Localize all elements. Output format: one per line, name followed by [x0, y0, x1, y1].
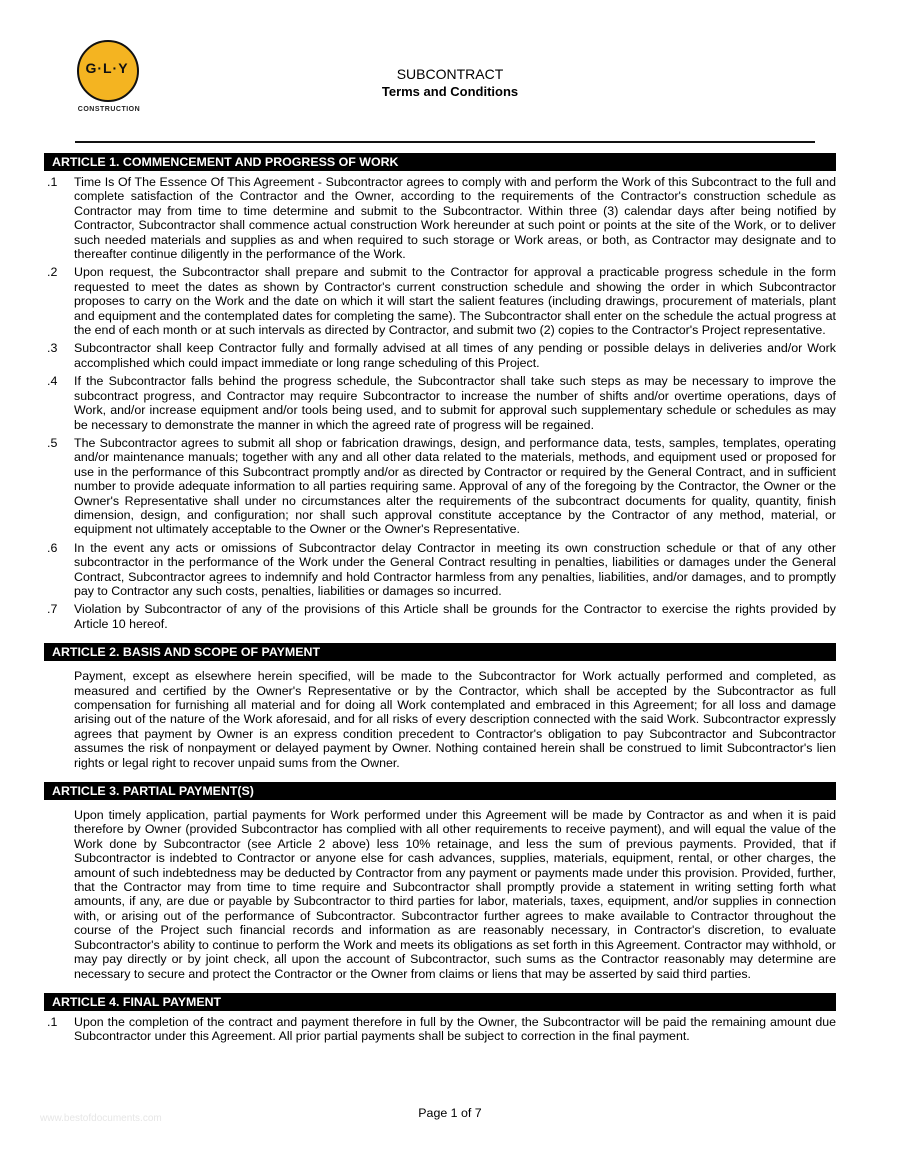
page-number: Page 1 of 7	[418, 1106, 482, 1120]
logo-tagline: CONSTRUCTION	[77, 106, 141, 113]
clause-number: .1	[47, 175, 58, 189]
clause-number: .7	[47, 602, 58, 617]
article-3-paragraph: Upon timely application, partial payments for Work performed under this Agreement will be made by Contractor as and when it is paid therefore by Owner (provided Subcontractor has complied with all other requirements to receive payment), and will equal the value of the Work done by Subcontractor (see Article 2 above) less 10% retainage, and less the sum of previous payments. Provided, that if Subcontractor is indebted to Contractor or anyone else for cash advances, supplies, materials, equipment, rental, or other charges, the amount of such indebtedness may be deducted by Contractor from any payment or payments made under this provision. Provided, further, that the Contractor may from time to time require and Subcontractor shall promptly provide a statement in writing setting forth what amounts, if any, are due or payable by Subcontractor to third parties for labor, materials, taxes, equipment, and/or supplies in connection with, or arising out of the performance of Subcontractor. Subcontractor further agrees to make available to Contractor throughout the course of the Project such financial records and information as are reasonably necessary, in Contractor's discretion, to evaluate Subcontractor's ability to continue to perform the Work and meets its obligations as set forth in this Agreement. Contractor may withhold, or may pay directly or by joint check, all upon the account of Subcontractor, such sums as the Contractor reasonably may determine are necessary to secure and protect the Contractor or the Owner from claims or liens that may be asserted by said third parties.	[74, 808, 836, 981]
watermark: www.bestofdocuments.com	[40, 1113, 162, 1124]
clause-number: .6	[47, 540, 58, 555]
document-subtitle: Terms and Conditions	[381, 84, 519, 99]
article-1-clause-1	[44, 175, 836, 261]
clause-text: Violation by Subcontractor of any of the provisions of this Article shall be grounds for the Contractor to exercise the rights provided by Article 10 hereof.	[74, 602, 836, 631]
article-2-heading: ARTICLE 2. BASIS AND SCOPE OF PAYMENT	[44, 643, 836, 661]
article-1-clause-2	[44, 265, 836, 337]
clause-number: .1	[47, 1014, 58, 1029]
clause-number: .3	[47, 341, 58, 356]
article-4-heading: ARTICLE 4. FINAL PAYMENT	[44, 993, 836, 1011]
clause-text: Subcontractor shall keep Contractor fully and formally advised at all times of any pending or possible delays in deliveries and/or Work accomplished which could impact immediate or long range scheduling of this Project.	[74, 341, 836, 370]
clause-text: Time Is Of The Essence Of This Agreement - Subcontractor agrees to comply with and perform the Work of this Subcontract to the full and complete satisfaction of the Contractor and the Owner, according to the requirements of the Contractor's construction schedule as Contractor may from time to time determine and submit to the Subcontractor. Within three (3) calendar days after being notified by Contractor, Subcontractor shall commence actual construction Work hereunder at such point or points at the site of the Work, or to deliver such needed materials and supplies as and when required to such storage or Work areas, or both, as Contractor may designate and to thereafter continue diligently in the performance of the Work.	[74, 175, 836, 262]
article-1-clause-3	[44, 341, 836, 370]
clause-number: .4	[47, 374, 58, 389]
article-1-heading: ARTICLE 1. COMMENCEMENT AND PROGRESS OF WORK	[44, 153, 836, 171]
article-1-clause-6	[44, 541, 836, 599]
article-1-clause-5	[44, 436, 836, 537]
document-body	[44, 153, 836, 1048]
company-logo	[76, 40, 142, 120]
clause-text: Upon the completion of the contract and payment therefore in full by the Owner, the Subcontractor will be paid the remaining amount due Subcontractor under this Agreement. All prior partial payments shall be subject to correction in the final payment.	[74, 1014, 836, 1044]
clause-text: Upon request, the Subcontractor shall prepare and submit to the Contractor for approval a practicable progress schedule in the form requested to meet the dates as shown by Contractor's current construction schedule and showing the order in which Subcontractor proposes to carry on the Work and the date on which it will start the salient features (including drawings, procurement of materials, plant and equipment and the contemplated dates for completing the same). The Subcontractor shall enter on the schedule the actual progress at the end of each month or at such intervals as directed by Contractor, and submit two (2) copies to the Contractor's Project representative.	[74, 265, 836, 338]
article-3-heading: ARTICLE 3. PARTIAL PAYMENT(S)	[44, 782, 836, 800]
clause-number: .2	[47, 265, 58, 280]
spacer	[44, 635, 836, 643]
clause-number: .5	[47, 435, 58, 450]
clause-text: In the event any acts or omissions of Subcontractor delay Contractor in meeting its own construction schedule or that of any other subcontractor in the performance of the Work under the General Contract resulting in penalties, liabilities or damages under the General Contract, Subcontractor agrees to indemnify and hold Contractor harmless from any penalties, liabilities, and/or damages, and to promptly pay to Contractor any such costs, penalties, liabilities or damages so incurred.	[74, 540, 836, 598]
article-4-clause-1	[44, 1015, 836, 1044]
clause-text: If the Subcontractor falls behind the progress schedule, the Subcontractor shall take such steps as may be necessary to improve the subcontract progress, and Contractor may require Subcontractor to increase the number of shifts and/or overtime operations, days of Work, and/or increase equipment and/or tools being used, and to submit for approval such supplementary schedule or schedules as may be necessary to demonstrate the manner in which the agreed rate of progress will be regained.	[74, 374, 836, 432]
document-title: SUBCONTRACT	[396, 66, 504, 82]
article-2-paragraph: Payment, except as elsewhere herein specified, will be made to the Subcontractor for Work actually performed and completed, as measured and certified by the Owner's Representative or by the Contractor, which shall be accepted by the Subcontractor as full compensation for furnishing all material and for doing all Work contemplated and embraced in this Agreement; for all loss and damage arising out of the nature of the Work aforesaid, and for all risks of every description connected with the said Work. Subcontractor expressly agrees that payment by Owner is an express condition precedent to Contractor's obligation to pay Subcontractor and Subcontractor assumes the risk of nonpayment or delayed payment by Owner. Nothing contained herein shall be construed to limit Subcontractor's lien rights or legal right to recover unpaid sums from the Owner.	[74, 669, 836, 770]
article-1-clause-4	[44, 374, 836, 432]
clause-text: The Subcontractor agrees to submit all shop or fabrication drawings, design, and performance data, tests, samples, templates, operating and/or maintenance manuals; together with any and all other data related to the materials, methods, and equipment used or proposed for use in the performance of this Subcontract promptly and/or as directed by Contractor or required by the General Contract, and in sufficient number to provide adequate information to all parties requiring same. Approval of any of the foregoing by the Contractor, the Owner or the Owner's Representative shall under no circumstances alter the requirements of the subcontract documents for quality, quantity, finish dimension, design, and configuration; nor shall such approval constitute acceptance by the Contractor of any method, material, or equipment not ultimately acceptable to the Owner or the Owner's Representative.	[74, 435, 836, 537]
article-1-clause-7	[44, 602, 836, 631]
header-divider	[75, 141, 815, 143]
logo-letters: G·L·Y	[85, 60, 129, 76]
